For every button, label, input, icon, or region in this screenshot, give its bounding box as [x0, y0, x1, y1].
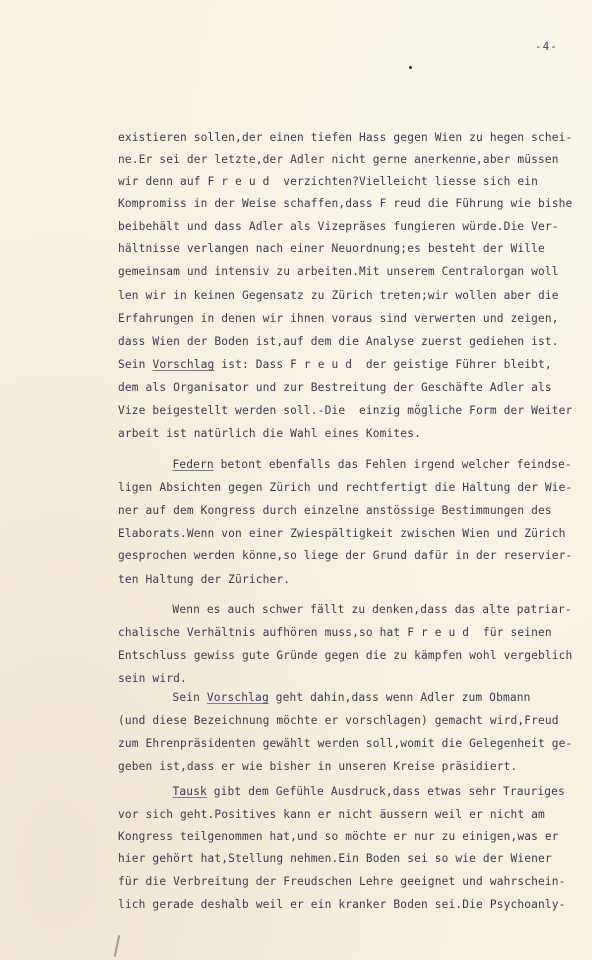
- text-line: [138, 691, 592, 705]
- ink-dot: [409, 66, 412, 69]
- text-segment: dass Wien der Boden ist,auf dem die Analyse zuerst gediehen ist.: [118, 335, 559, 348]
- text-line: [118, 830, 592, 844]
- text-segment: Sein: [118, 358, 153, 371]
- text-line: [118, 358, 592, 372]
- text-line: [118, 220, 592, 234]
- margin-pencil-mark: [114, 935, 121, 957]
- text-segment: betont ebenfalls das Fehlen irgend welcher feindse-: [213, 458, 572, 471]
- text-segment: Kongress teilgenommen hat,und so möchte er nur zu einigen,was er: [118, 830, 559, 843]
- underlined-speaker-word: Vorschlag: [152, 358, 215, 371]
- text-segment: ner auf dem Kongress durch einzelne anstössige Bestimmungen des: [118, 504, 552, 517]
- text-segment: gemeinsam und intensiv zu arbeiten.Mit unserem Centralorgan woll: [118, 265, 559, 278]
- text-line: [118, 626, 592, 640]
- underlined-speaker-word: Tausk: [172, 785, 207, 798]
- text-line: [118, 875, 592, 889]
- text-line: [118, 714, 592, 728]
- text-segment: dem als Organisator und zur Bestreitung der Geschäfte Adler als: [118, 381, 552, 394]
- text-segment: Entschluss gewiss gute Gründe gegen die zu kämpfen wohl vergeblich: [118, 649, 573, 662]
- text-segment: lich gerade deshalb weil er ein kranker Boden sei.Die Psychoanly-: [118, 898, 566, 911]
- underlined-speaker-word: Vorschlag: [206, 691, 269, 704]
- text-line: [118, 427, 592, 441]
- text-line: [118, 289, 592, 303]
- text-line: [118, 242, 592, 256]
- text-segment: [138, 458, 172, 471]
- text-line: [118, 504, 592, 518]
- text-segment: existieren sollen,der einen tiefen Hass gegen Wien zu hegen schei-: [118, 131, 573, 144]
- text-segment: geben ist,dass er wie bisher in unseren Kreise präsidiert.: [118, 760, 518, 773]
- text-line: [138, 458, 592, 472]
- text-line: [118, 481, 592, 495]
- text-segment: Wenn es auch schwer fällt zu denken,dass das alte patriar-: [138, 603, 572, 616]
- text-segment: Vize beigestellt werden soll.-Die einzig mögliche Form der Weiter: [118, 404, 573, 417]
- text-line: [118, 335, 592, 349]
- text-segment: (und diese Bezeichnung möchte er vorschlagen) gemacht wird,Freud: [118, 714, 559, 727]
- text-line: [138, 603, 592, 617]
- text-segment: sein wird.: [118, 672, 187, 685]
- text-segment: vor sich geht.Positives kann er nicht äussern weil er nicht am: [118, 808, 545, 821]
- text-segment: [138, 785, 172, 798]
- text-line: [118, 265, 592, 279]
- text-segment: hältnisse verlangen nach einer Neuordnung;es besteht der Wille: [118, 242, 545, 255]
- text-segment: geht dahin,dass wenn Adler zum Obmann: [268, 691, 531, 704]
- page-number: -4-: [535, 40, 558, 53]
- text-line: [118, 808, 592, 822]
- underlined-speaker-word: Federn: [172, 458, 214, 471]
- text-line: [118, 197, 592, 211]
- text-segment: len wir in keinen Gegensatz zu Zürich treten;wir wollen aber die: [118, 289, 559, 302]
- text-line: [118, 527, 592, 541]
- text-line: [138, 785, 592, 799]
- text-segment: ten Haltung der Züricher.: [118, 573, 291, 586]
- text-segment: Sein: [138, 691, 207, 704]
- text-line: [118, 381, 592, 395]
- text-segment: wir denn auf F r e u d verzichten?Vielleicht liesse sich ein: [118, 175, 539, 188]
- text-segment: gesprochen werden könne,so liege der Grund dafür in der reservier-: [118, 549, 573, 562]
- text-segment: ist: Dass F r e u d der geistige Führer bleibt,: [214, 358, 552, 371]
- text-segment: für die Verbreitung der Freudschen Lehre geeignet und wahrschein-: [118, 875, 566, 888]
- text-segment: gibt dem Gefühle Ausdruck,dass etwas sehr Trauriges: [206, 785, 565, 798]
- text-segment: Kompromiss in der Weise schaffen,dass F reud die Führung wie bishe: [118, 197, 573, 210]
- text-segment: Elaborats.Wenn von einer Zwiespältigkeit zwischen Wien und Zürich: [118, 527, 566, 540]
- text-segment: arbeit ist natürlich die Wahl eines Komites.: [118, 427, 421, 440]
- text-segment: zum Ehrenpräsidenten gewählt werden soll,womit die Gelegenheit ge-: [118, 737, 573, 750]
- text-line: [118, 852, 592, 866]
- text-line: [118, 573, 592, 587]
- text-segment: Erfahrungen in denen wir ihnen voraus sind verwerten und zeigen,: [118, 312, 559, 325]
- text-line: [118, 153, 592, 167]
- text-line: [118, 131, 592, 145]
- text-line: [118, 549, 592, 563]
- text-segment: chalische Verhältnis aufhören muss,so hat F r e u d für seinen: [118, 626, 552, 639]
- text-line: [118, 175, 592, 189]
- text-line: [118, 898, 592, 912]
- text-line: [118, 404, 592, 418]
- text-line: [118, 737, 592, 751]
- text-segment: beibehält und dass Adler als Vizepräses fungieren würde.Die Ver-: [118, 220, 559, 233]
- text-line: [118, 312, 592, 326]
- text-segment: hier gehört hat,Stellung nehmen.Ein Boden sei so wie der Wiener: [118, 852, 552, 865]
- text-line: [118, 760, 592, 774]
- text-segment: ne.Er sei der letzte,der Adler nicht gerne anerkenne,aber müssen: [118, 153, 559, 166]
- text-line: [118, 672, 592, 686]
- text-segment: ligen Absichten gegen Zürich und rechtfertigt die Haltung der Wie-: [118, 481, 573, 494]
- text-line: [118, 649, 592, 663]
